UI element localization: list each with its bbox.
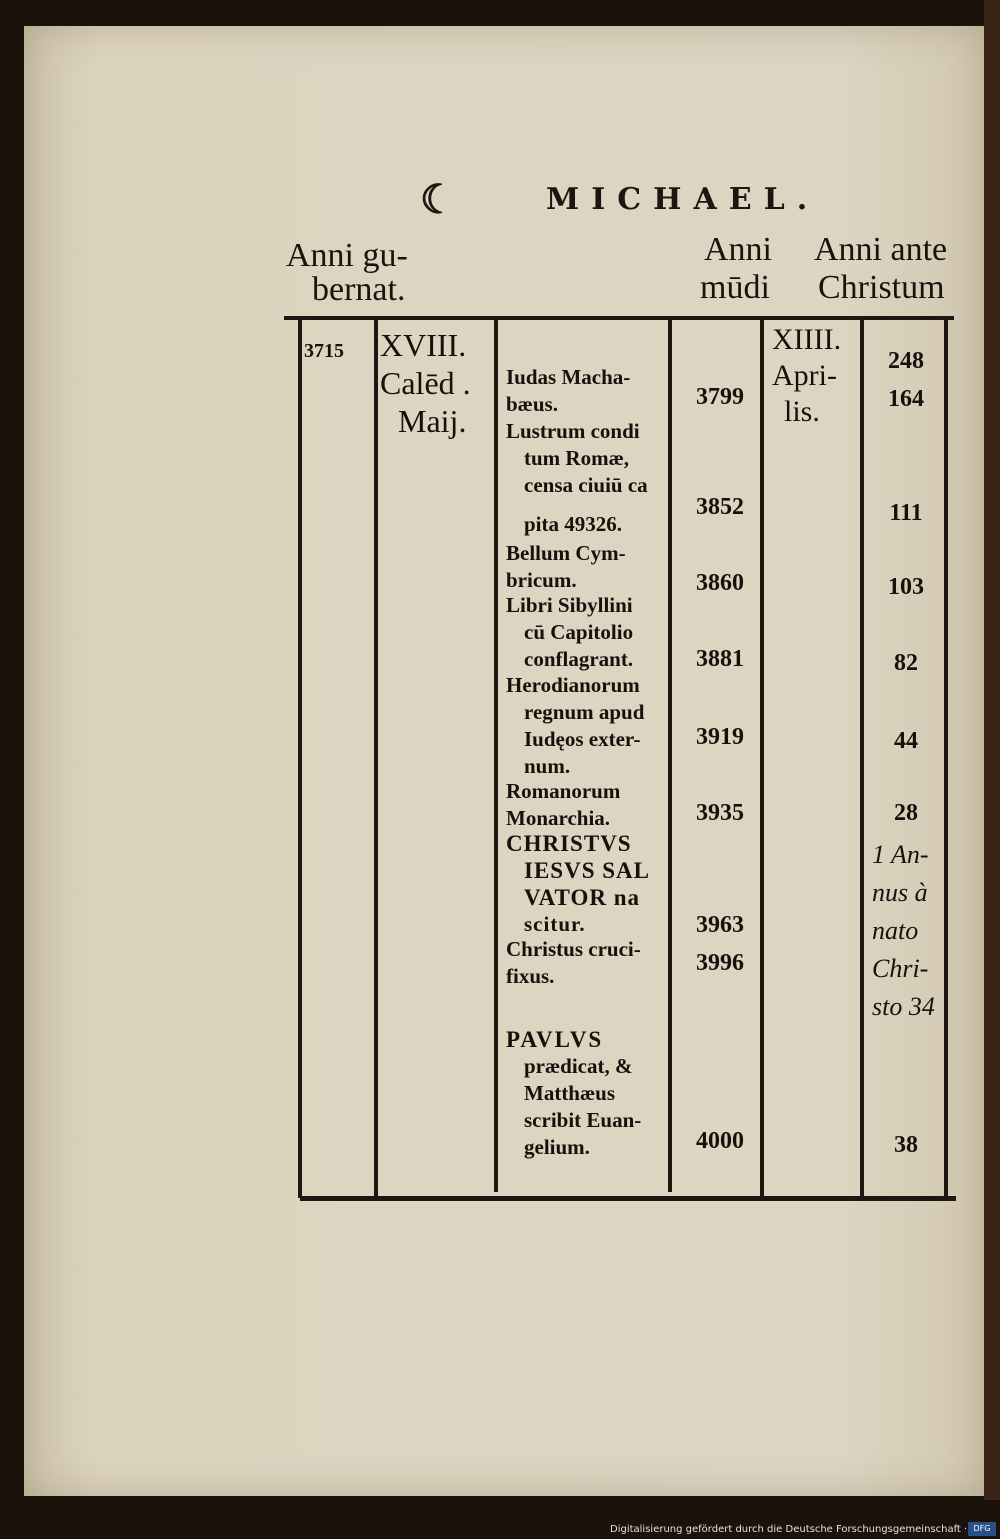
event-entry (506, 830, 666, 938)
event-line: prædicat, & (524, 1054, 633, 1078)
event-line: fixus. (506, 964, 555, 988)
header-gov-line2: bernat. (312, 271, 406, 308)
event-line: bæus. (506, 392, 558, 416)
event-entry (506, 1026, 666, 1161)
anni-ante-value: 28 (894, 800, 918, 826)
header-mundi-line1: Anni (704, 231, 772, 268)
table-column-divider (760, 318, 764, 1198)
event-entry (506, 540, 666, 594)
note-line: nus à (872, 878, 928, 907)
page-title: MICHAEL. (546, 182, 820, 217)
event-line: Herodianorum (506, 673, 640, 697)
calendar-line: XVIII. (380, 327, 467, 363)
header-gov-line1: Anni gu- (286, 237, 408, 274)
note-line: nato (872, 916, 919, 945)
event-line: Libri Sibyllini (506, 593, 633, 617)
event-line: num. (524, 754, 571, 778)
event-line: scitur. (524, 912, 586, 936)
calendar-line: Calēd . (380, 365, 471, 401)
calendar-line: Apri- (772, 359, 837, 392)
table-column-divider (860, 318, 864, 1198)
event-line: pita 49326. (524, 512, 623, 536)
event-line: Matthæus (524, 1081, 616, 1105)
anni-mundi-value: 3919 (696, 724, 744, 750)
event-entry (506, 778, 666, 832)
book-edge (984, 0, 1000, 1500)
event-line: cū Capitolio (524, 620, 634, 644)
event-line: regnum apud (524, 700, 645, 724)
running-head (420, 178, 840, 228)
anni-mundi-value: 4000 (696, 1128, 744, 1154)
note-line: Chri- (872, 954, 929, 983)
table-column-divider (668, 318, 672, 1192)
calendar-date-right (772, 322, 841, 430)
event-line: VATOR na (524, 885, 641, 910)
event-line: Christus cruci- (506, 937, 641, 961)
header-ante-line2: Christum (818, 269, 945, 306)
anni-post-value: 38 (894, 1132, 918, 1158)
table-bottom-rule (300, 1196, 956, 1201)
header-mundi-line2: mūdi (700, 269, 770, 306)
anni-ante-value: 44 (894, 728, 918, 754)
table-top-rule (284, 316, 954, 320)
header-ante-line1: Anni ante (814, 231, 948, 268)
anno-domini-note (872, 836, 935, 1026)
dfg-logo: DFG (968, 1522, 996, 1536)
anni-mundi-value: 3935 (696, 800, 744, 826)
event-line: PAVLVS (506, 1027, 604, 1052)
crescent-mark-icon: ☾ (420, 176, 456, 223)
event-entry (506, 936, 666, 990)
calendar-line: XIIII. (772, 323, 842, 356)
table-column-divider (494, 318, 498, 1192)
event-line: Iudęos exter- (524, 727, 641, 751)
event-line: Lustrum condi (506, 419, 640, 443)
event-line: Monarchia. (506, 806, 611, 830)
event-entry (506, 418, 666, 538)
calendar-date-left (380, 326, 471, 440)
year-of-government: 3715 (304, 340, 344, 362)
event-line: IESVS SAL (524, 858, 650, 883)
event-line: tum Romæ, (524, 446, 629, 470)
anni-ante-value: 164 (888, 386, 924, 412)
anni-mundi-value: 3996 (696, 950, 744, 976)
event-entry (506, 672, 666, 780)
anni-mundi-value: 3963 (696, 912, 744, 938)
event-line: Iudas Macha- (506, 365, 631, 389)
event-line: Bellum Cym- (506, 541, 626, 565)
anni-mundi-value: 3860 (696, 570, 744, 596)
event-line: CHRISTVS (506, 831, 632, 856)
table-column-divider (944, 318, 948, 1198)
note-line: sto 34 (872, 992, 935, 1021)
digitization-credit: Digitalisierung gefördert durch die Deutsche Forschungsgemeinschaft · (610, 1524, 968, 1535)
anni-mundi-value: 3881 (696, 646, 744, 672)
event-line: Romanorum (506, 779, 621, 803)
event-line: scribit Euan- (524, 1108, 642, 1132)
anni-mundi-value: 3852 (696, 494, 744, 520)
anni-ante-value: 111 (889, 500, 923, 526)
anni-mundi-value: 3799 (696, 384, 744, 410)
event-line: gelium. (524, 1135, 590, 1159)
event-entry (506, 364, 666, 418)
anni-ante-value: 103 (888, 574, 924, 600)
table-column-divider (298, 318, 302, 1198)
table-column-divider (374, 318, 378, 1198)
calendar-line: lis. (784, 395, 820, 428)
calendar-line: Maij. (398, 403, 467, 439)
event-entry (506, 592, 666, 673)
anni-ante-value: 82 (894, 650, 918, 676)
event-line: conflagrant. (524, 647, 634, 671)
anni-ante-value: 248 (888, 348, 924, 374)
event-line: bricum. (506, 568, 577, 592)
note-line: 1 An- (872, 840, 929, 869)
event-line: censa ciuiū ca (524, 473, 648, 497)
